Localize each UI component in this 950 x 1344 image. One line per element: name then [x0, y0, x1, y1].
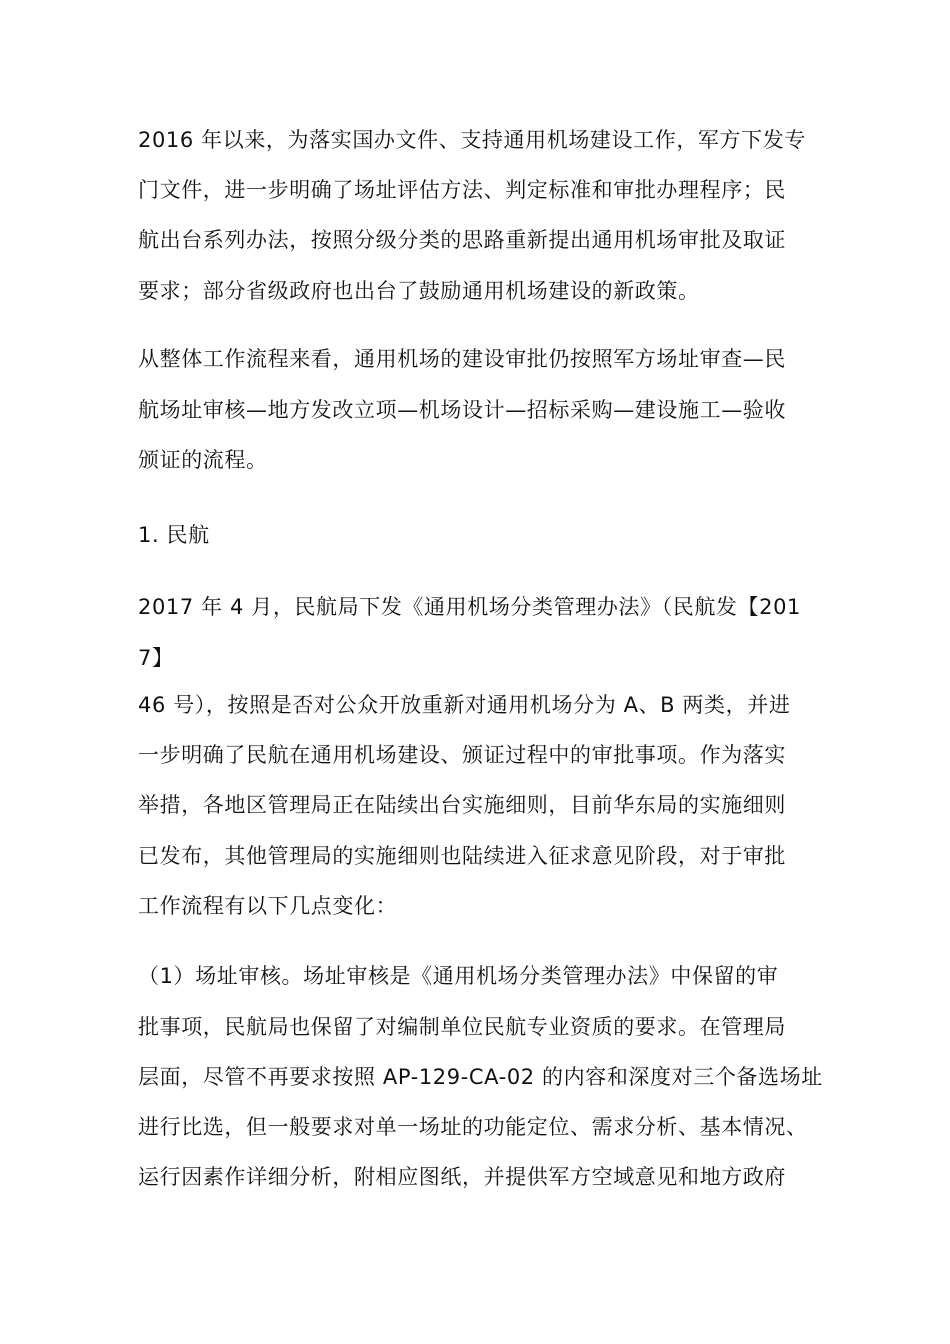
- paragraph-1-line-2: 门文件，进一步明确了场址评估方法、判定标准和审批办理程序；民: [138, 178, 786, 202]
- paragraph-3-line-4: 一步明确了民航在通用机场建设、颁证过程中的审批事项。作为落实: [138, 743, 786, 767]
- paragraph-2-line-3: 颁证的流程。: [138, 448, 268, 472]
- paragraph-3-line-6: 已发布，其他管理局的实施细则也陆续进入征求意见阶段，对于审批: [138, 844, 786, 868]
- paragraph-3-line-7: 工作流程有以下几点变化：: [138, 894, 398, 918]
- paragraph-1-line-3: 航出台系列办法，按照分级分类的思路重新提出通用机场审批及取证: [138, 228, 786, 252]
- section-heading: 1. 民航: [138, 523, 210, 547]
- paragraph-1-line-1: 2016 年以来，为落实国办文件、支持通用机场建设工作，军方下发专: [138, 128, 806, 152]
- paragraph-4-line-5: 运行因素作详细分析，附相应图纸，并提供军方空域意见和地方政府: [138, 1165, 786, 1189]
- paragraph-2-line-1: 从整体工作流程来看，通用机场的建设审批仍按照军方场址审查—民: [138, 347, 786, 371]
- paragraph-1-line-4: 要求；部分省级政府也出台了鼓励通用机场建设的新政策。: [138, 279, 700, 303]
- paragraph-4-line-2: 批事项，民航局也保留了对编制单位民航专业资质的要求。在管理局: [138, 1015, 786, 1039]
- paragraph-4-line-4: 进行比选，但一般要求对单一场址的功能定位、需求分析、基本情况、: [138, 1115, 808, 1139]
- paragraph-3-line-3: 46 号），按照是否对公众开放重新对通用机场分为 A、B 两类，并进: [138, 693, 791, 717]
- paragraph-3-line-1: 2017 年 4 月，民航局下发《通用机场分类管理办法》（民航发【201: [138, 595, 802, 619]
- paragraph-2-line-2: 航场址审核—地方发改立项—机场设计—招标采购—建设施工—验收: [138, 398, 786, 422]
- paragraph-4-line-1: （1）场址审核。场址审核是《通用机场分类管理办法》中保留的审: [138, 964, 779, 988]
- paragraph-3-line-2: 7】: [138, 646, 174, 670]
- paragraph-4-line-3: 层面，尽管不再要求按照 AP-129-CA-02 的内容和深度对三个备选场址: [138, 1065, 823, 1089]
- paragraph-3-line-5: 举措，各地区管理局正在陆续出台实施细则，目前华东局的实施细则: [138, 793, 786, 817]
